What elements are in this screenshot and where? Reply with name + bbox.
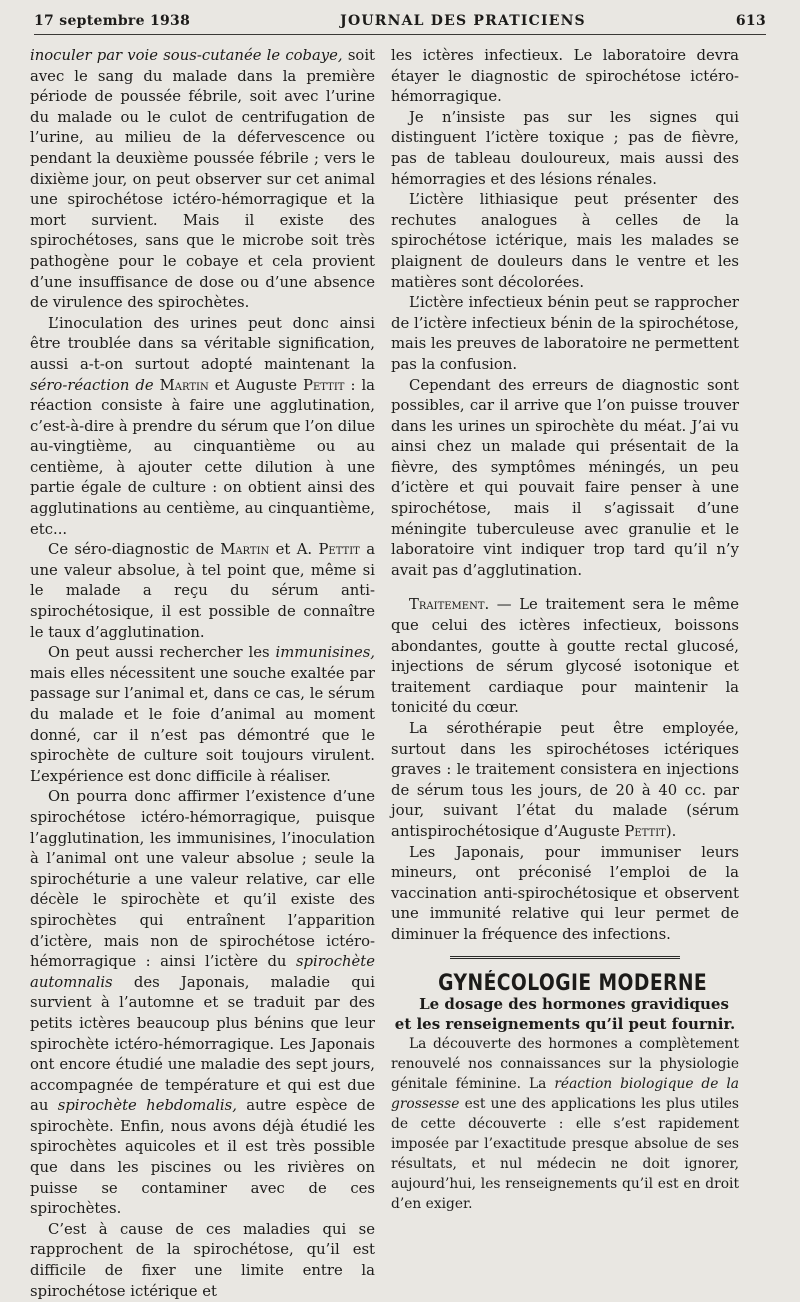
paragraph: C’est à cause de ces maladies qui se rapprochent de la spirochétose, qu’il est difficile de fixer une limite entre la spirochétose ictérique et (30, 1220, 375, 1300)
paragraph: L’inoculation des urines peut donc ainsi être troublée dans sa véritable signification, aussi a-t-on surtout adopté maintenant la séro-réaction de Martin et Auguste Pettit : la réaction consiste à faire une agglutination, c’est-à-dire à prendre du sérum que l’on dilue au-vingtième, au cinquantième ou au centième, à ajouter cette dilution à une partie égale de culture : on obtient ainsi des agglutinations au centième, au cinquantième, etc... (30, 314, 376, 538)
paragraph: Les Japonais, pour immuniser leurs mineurs, ont préconisé l’emploi de la vaccination anti-spirochétosique et observent une immunité relative qui leur permet de diminuer la fréquence des infections. (391, 843, 739, 943)
paragraph: L’ictère infectieux bénin peut se rapprocher de l’ictère infectieux bénin de la spirochétose, mais les preuves de laboratoire ne permettent pas la confusion. (391, 294, 740, 373)
spacer (391, 581, 739, 595)
paragraph: inoculer par voie sous-cutanée le cobaye, soit avec le sang du malade dans la première période de poussée fébrile, soit avec l’urine du malade ou le culot de centrifugation de l’urine, au milieu de la défervescence ou pendant la deuxième poussée fébrile ; vers le dixième jour, on peut observer sur cet animal une spirochétose ictéro-hémorragique et la mort survient. Mais il existe des spirochétoses, sans que le microbe soit très pathogène pour le cobaye et cela provient d’une insuffisance de dose ou d’une absence de virulence des spirochètes. (30, 47, 376, 312)
paragraph: L’ictère lithiasique peut présenter des rechutes analogues à celles de la spirochétose ictérique, mais les malades se plaignent de douleurs dans le ventre et les matières sont décolorées. (391, 191, 739, 291)
right-column (391, 46, 740, 1213)
header-page-number: 613 (735, 13, 766, 29)
section-divider (450, 956, 680, 964)
paragraph: Ce séro-diagnostic de Martin et A. Pettit a une valeur absolue, à tel point que, même si le malade a reçu du sérum anti-spirochétosique, il est possible de connaître le taux d’agglutination. (30, 541, 376, 641)
header-journal-title: JOURNAL DES PRATICIENS (340, 13, 586, 29)
paragraph: On peut aussi rechercher les immunisines, mais elles nécessitent une souche exaltée par passage sur l’animal et, dans ce cas, le sérum du malade et le foie d’animal au moment donné, car il n’est pas démontré que le spirochète de culture soit toujours virulent. L’expérience est donc difficile à réaliser. (30, 644, 375, 785)
section-title: GYNÉCOLOGIE MODERNE (438, 970, 708, 996)
paragraph: On pourra donc affirmer l’existence d’une spirochétose ictéro-hémorragique, puisque l’agglutination, les immunisines, l’inoculation à l’animal ont une valeur absolue ; seule la spirochéturie a une valeur relative, car elle décèle le spirochète et qu’il existe des spirochètes qui entraînent l’apparition d’ictère, mais non de spirochétose ictéro-hémorragique : ainsi l’ictère du spirochète automnalis des Japonais, maladie qui survient à l’automne et se traduit par des petits ictères beaucoup plus bénins que leur spirochète ictéro-hémorragique. Les Japonais ont encore étudié une maladie des sept jours, accompagnée de température et qui est due au spirochète hebdomalis, autre espèce de spirochète. Enfin, nous avons déjà étudié les spirochètes aquicoles et il est très possible que dans les piscines ou les rivières on puisse se contaminer avec de ces spirochètes. (30, 788, 376, 1218)
paragraph: Cependant des erreurs de diagnostic sont possibles, car il arrive que l’on puisse trouver dans les urines un spirochète du méat. J’ai vu ainsi chez un malade qui présentait de la fièvre, des symptômes méningés, un peu d’ictère et qui pouvait faire penser à une spirochétose, mais il s’agissait d’une méningite tuberculeuse avec granulie et le laboratoire vint indiquer trop tard qu’il n’y avait pas d’agglutination. (391, 376, 739, 579)
page-header (34, 8, 766, 34)
left-column (30, 46, 376, 1300)
paragraph: La découverte des hormones a complètement renouvelé nos connaissances sur la physiologie génitale féminine. La réaction biologique de la grossesse est une des applications les plus utiles de cette découverte : elle s’est rapidement imposée par l’exactitude presque absolue de ses résultats, et nul médecin ne doit ignorer, aujourd’hui, les renseignements qu’il est en droit d’en exiger. (391, 1036, 739, 1213)
header-rule (34, 34, 766, 35)
article-subtitle: Le dosage des hormones gravidiques et les renseignements qu’il peut fournir. (394, 995, 736, 1034)
paragraph: les ictères infectieux. Le laboratoire devra étayer le diagnostic de spirochétose ictéro-hémorragique. (391, 47, 739, 106)
paragraph-treatment: Traitement. — Le traitement sera le même que celui des ictères infectieux, boissons abondantes, goutte à goutte rectal glucosé, injections de sérum glycosé isotonique et traitement cardiaque pour maintenir la tonicité du cœur. (391, 596, 739, 717)
header-date: 17 septembre 1938 (34, 13, 191, 29)
paragraph: Je n’insiste pas sur les signes qui distinguent l’ictère toxique ; pas de fièvre, pas de tableau douloureux, mais aussi des hémorragies et des lésions rénales. (391, 108, 739, 188)
paragraph: La sérothérapie peut être employée, surtout dans les spirochétoses ictériques graves : le traitement consistera en injections de sérum tous les jours, de 20 à 40 cc. par jour, suivant l’état du malade (sérum antispirochétosique d’Auguste Pettit). (391, 720, 739, 840)
